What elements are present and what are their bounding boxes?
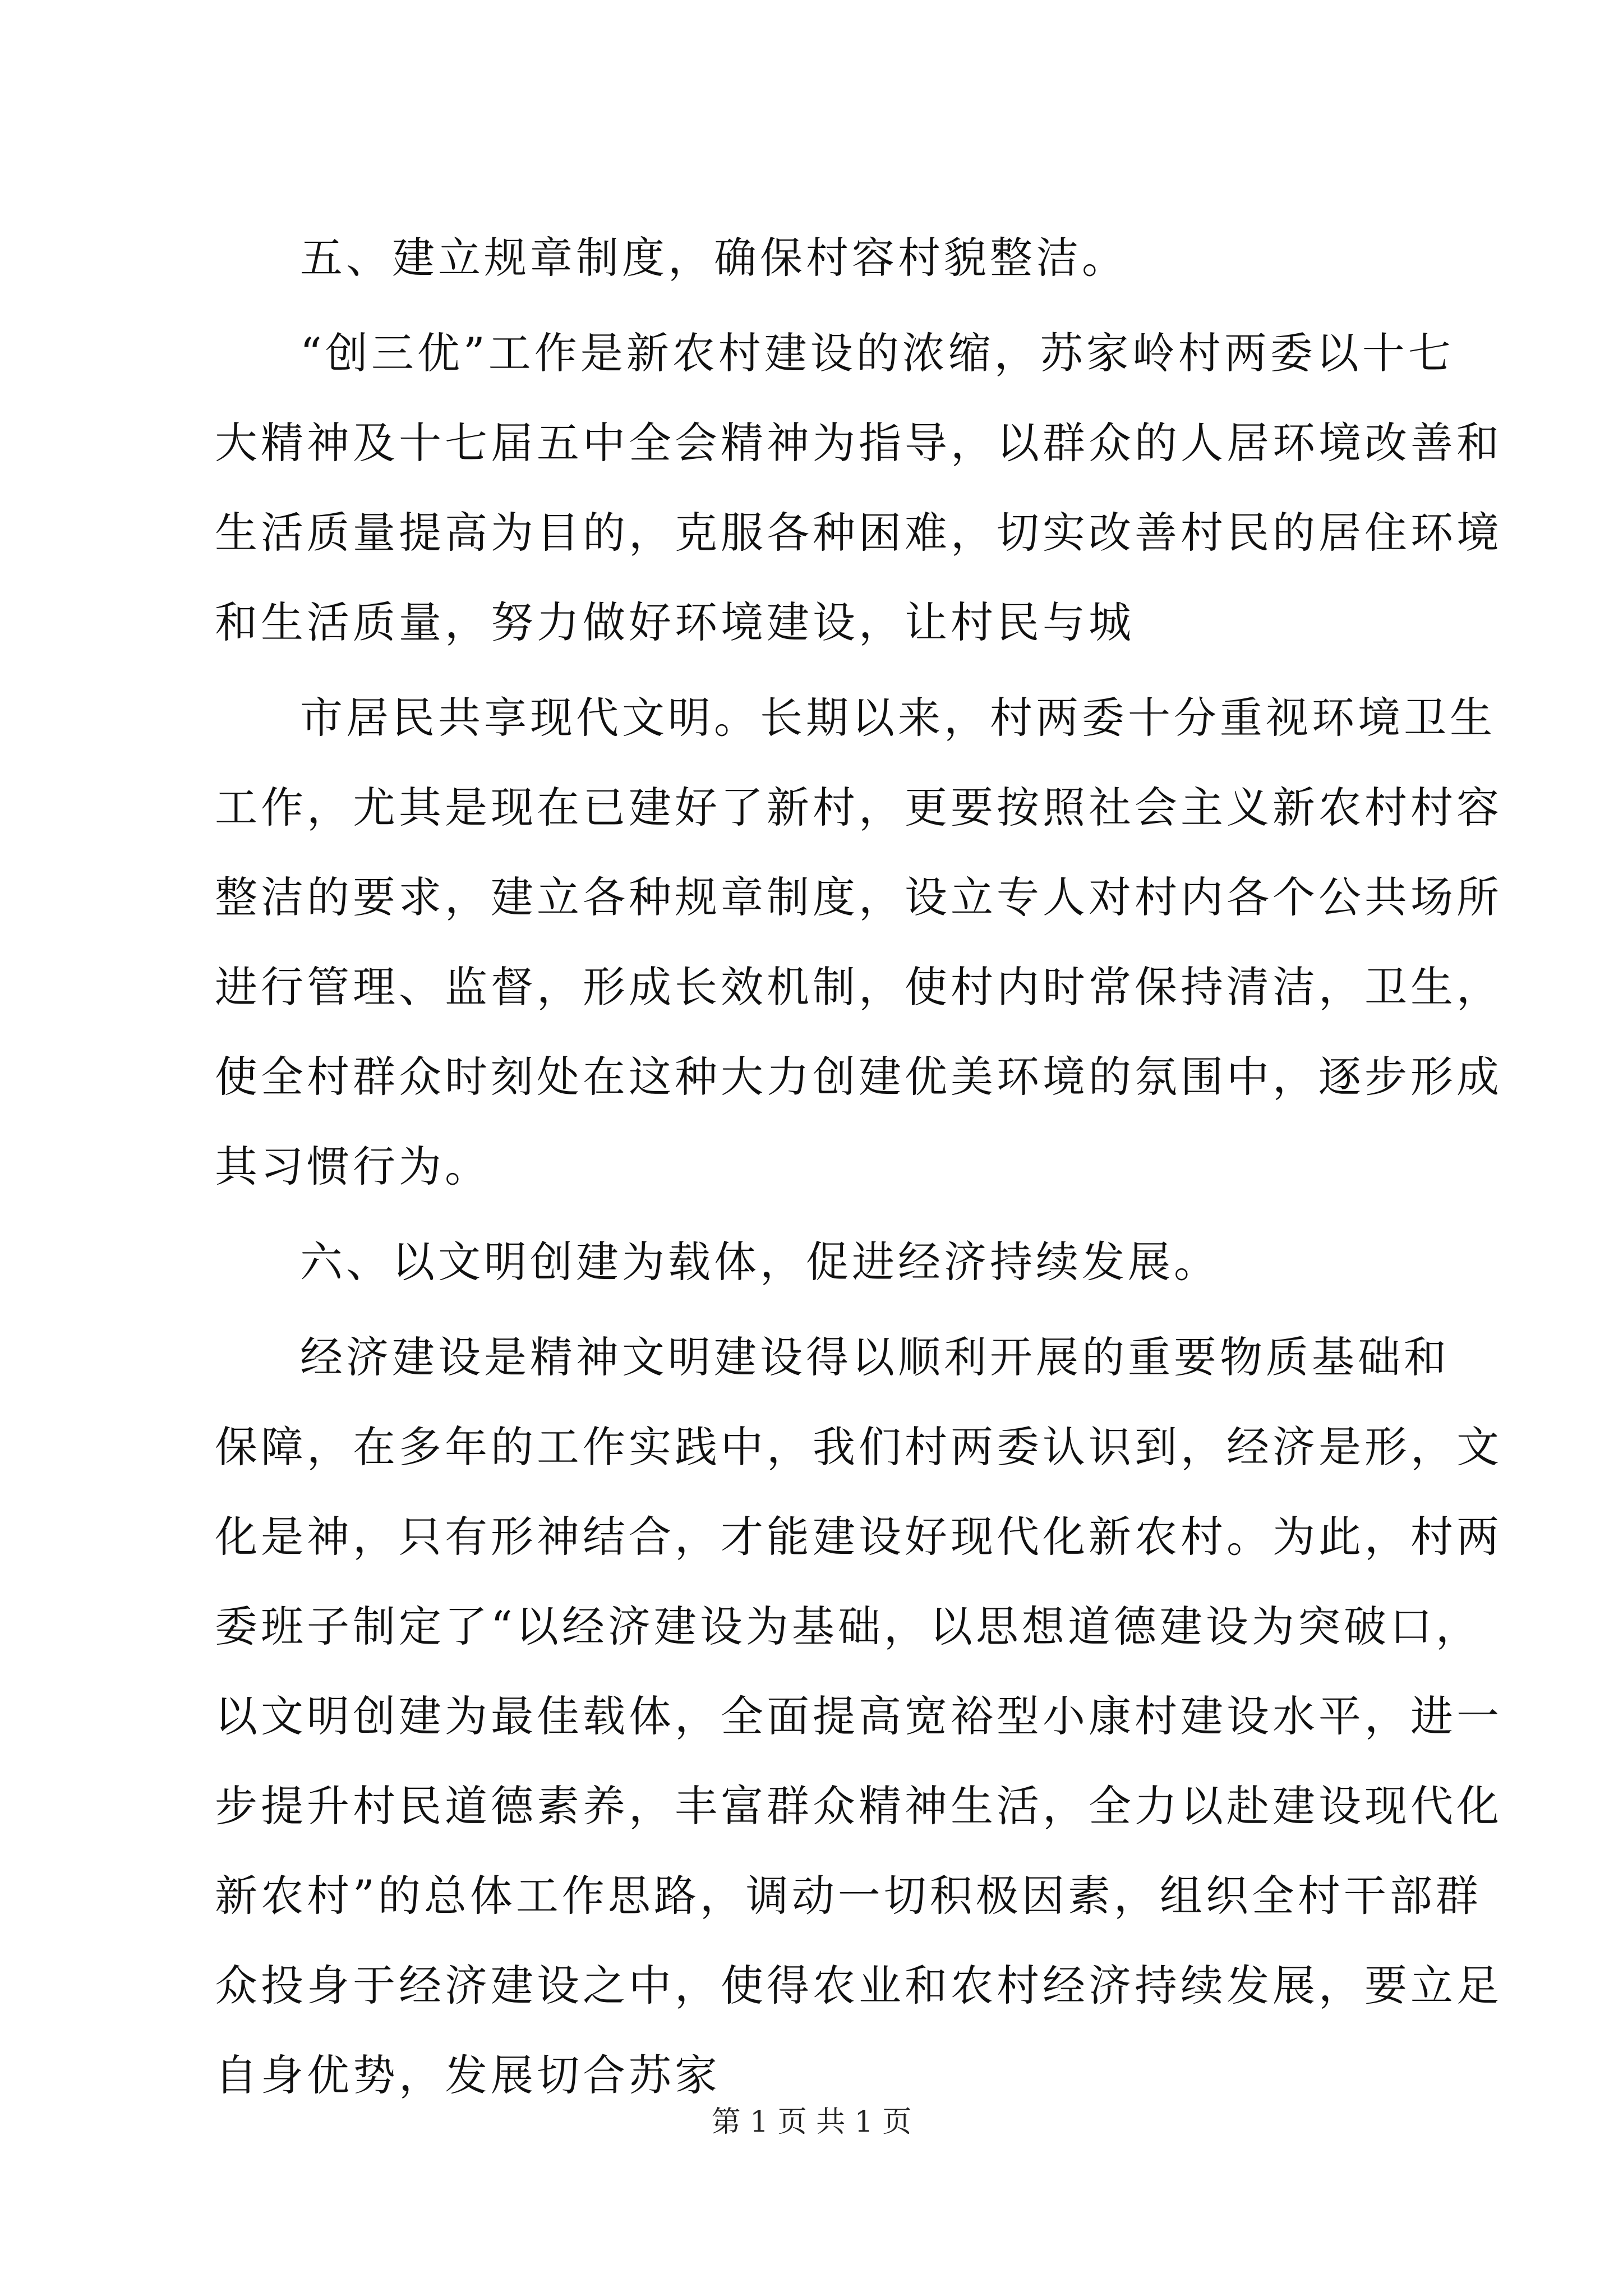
paragraph-line: 经济建设是精神文明建设得以顺利开展的重要物质基础和	[300, 1332, 1450, 1382]
paragraph-line: 自身优势，发展切合苏家	[215, 2050, 721, 2100]
paragraph-line: 步提升村民道德素养，丰富群众精神生活，全力以赴建设现代化	[215, 1781, 1502, 1831]
paragraph-line: 众投身于经济建设之中，使得农业和农村经济持续发展，要立足	[215, 1961, 1502, 2010]
section-heading: 六、以文明创建为载体，促进经济持续发展。	[300, 1237, 1220, 1287]
paragraph-line: 生活质量提高为目的，克服各种困难，切实改善村民的居住环境	[215, 508, 1502, 558]
paragraph-line: 委班子制定了“以经济建设为基础，以思想道德建设为突破口，	[215, 1602, 1482, 1651]
paragraph-line: 化是神，只有形神结合，才能建设好现代化新农村。为此，村两	[215, 1512, 1502, 1562]
paragraph-line: 保障，在多年的工作实践中，我们村两委认识到，经济是形，文	[215, 1422, 1502, 1472]
section-heading: 五、建立规章制度，确保村容村貌整洁。	[300, 233, 1128, 283]
paragraph-line: 以文明创建为最佳载体，全面提高宽裕型小康村建设水平，进一	[215, 1691, 1502, 1741]
page-number: 第 1 页 共 1 页	[711, 2105, 912, 2139]
paragraph-line: 使全村群众时刻处在这种大力创建优美环境的氛围中，逐步形成	[215, 1052, 1502, 1102]
paragraph-line: 市居民共享现代文明。长期以来，村两委十分重视环境卫生	[300, 693, 1496, 743]
paragraph-line: 新农村”的总体工作思路，调动一切积极因素，组织全村干部群	[215, 1871, 1482, 1921]
paragraph-line: 整洁的要求，建立各种规章制度，设立专人对村内各个公共场所	[215, 872, 1502, 922]
paragraph-line: 进行管理、监督，形成长效机制，使村内时常保持清洁，卫生，	[215, 962, 1502, 1012]
paragraph-line: “创三优”工作是新农村建设的浓缩，苏家岭村两委以十七	[300, 328, 1454, 378]
paragraph-line: 大精神及十七届五中全会精神为指导，以群众的人居环境改善和	[215, 418, 1502, 468]
paragraph-line: 和生活质量，努力做好环境建设，让村民与城	[215, 597, 1135, 647]
paragraph-line: 工作，尤其是现在已建好了新村，更要按照社会主义新农村村容	[215, 783, 1502, 832]
paragraph-line: 其习惯行为。	[215, 1142, 491, 1191]
